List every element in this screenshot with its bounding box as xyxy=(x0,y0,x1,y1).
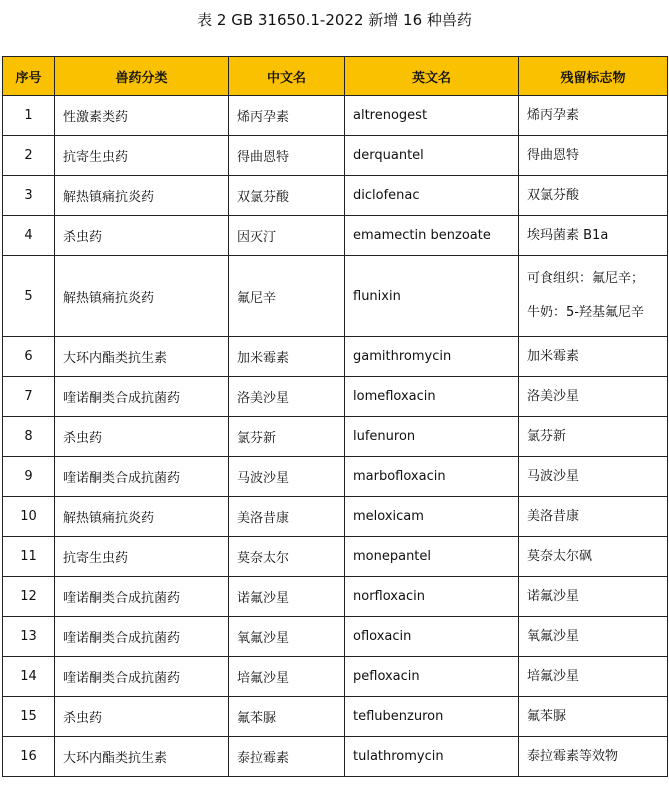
cell-no: 12 xyxy=(3,577,55,617)
cell-category: 解热镇痛抗炎药 xyxy=(55,497,229,537)
cell-chinese-name: 因灭汀 xyxy=(229,216,345,256)
cell-category: 解热镇痛抗炎药 xyxy=(55,176,229,216)
cell-category: 喹诺酮类合成抗菌药 xyxy=(55,657,229,697)
cell-chinese-name: 氯芬新 xyxy=(229,417,345,457)
table-row xyxy=(3,417,668,457)
cell-residue-marker xyxy=(519,337,668,377)
cell-no: 1 xyxy=(3,96,55,136)
cell-english-name: ofloxacin xyxy=(345,617,519,657)
residue-marker-line: 埃玛菌素 B1a xyxy=(527,227,609,243)
cell-no: 8 xyxy=(3,417,55,457)
cell-chinese-name: 诺氟沙星 xyxy=(229,577,345,617)
residue-marker-line: 培氟沙星 xyxy=(527,668,580,684)
header-english-name: 英文名 xyxy=(345,57,519,96)
cell-residue-marker xyxy=(519,697,668,737)
cell-category: 喹诺酮类合成抗菌药 xyxy=(55,617,229,657)
residue-marker-line: 双氯芬酸 xyxy=(527,187,580,203)
cell-no: 15 xyxy=(3,697,55,737)
cell-residue-marker xyxy=(519,96,668,136)
table-row xyxy=(3,216,668,256)
cell-chinese-name: 培氟沙星 xyxy=(229,657,345,697)
cell-chinese-name: 双氯芬酸 xyxy=(229,176,345,216)
cell-no: 16 xyxy=(3,737,55,777)
table-row xyxy=(3,577,668,617)
cell-category: 喹诺酮类合成抗菌药 xyxy=(55,457,229,497)
residue-marker-line: 诺氟沙星 xyxy=(527,588,580,604)
table-row xyxy=(3,617,668,657)
cell-category: 大环内酯类抗生素 xyxy=(55,737,229,777)
cell-chinese-name: 莫奈太尔 xyxy=(229,537,345,577)
cell-residue-marker xyxy=(519,377,668,417)
cell-no: 14 xyxy=(3,657,55,697)
cell-no: 7 xyxy=(3,377,55,417)
table-title: 表 2 GB 31650.1-2022 新增 16 种兽药 xyxy=(197,11,472,29)
cell-category: 性激素类药 xyxy=(55,96,229,136)
cell-category: 喹诺酮类合成抗菌药 xyxy=(55,577,229,617)
cell-chinese-name: 氟尼辛 xyxy=(229,256,345,337)
cell-english-name: diclofenac xyxy=(345,176,519,216)
cell-residue-marker xyxy=(519,216,668,256)
table-row xyxy=(3,96,668,136)
cell-english-name: emamectin benzoate xyxy=(345,216,519,256)
table-body xyxy=(3,96,668,777)
cell-chinese-name: 烯丙孕素 xyxy=(229,96,345,136)
cell-english-name: lufenuron xyxy=(345,417,519,457)
residue-marker-line: 莫奈太尔砜 xyxy=(527,548,593,564)
residue-marker-line: 氧氟沙星 xyxy=(527,628,580,644)
cell-english-name: flunixin xyxy=(345,256,519,337)
residue-marker-line: 牛奶：5-羟基氟尼辛 xyxy=(527,305,644,320)
cell-chinese-name: 洛美沙星 xyxy=(229,377,345,417)
table-row xyxy=(3,497,668,537)
cell-english-name: marbofloxacin xyxy=(345,457,519,497)
cell-english-name: pefloxacin xyxy=(345,657,519,697)
cell-chinese-name: 氧氟沙星 xyxy=(229,617,345,657)
cell-english-name: derquantel xyxy=(345,136,519,176)
residue-marker-line: 美洛昔康 xyxy=(527,508,580,524)
cell-chinese-name: 马波沙星 xyxy=(229,457,345,497)
cell-category: 抗寄生虫药 xyxy=(55,136,229,176)
header-category: 兽药分类 xyxy=(55,57,229,96)
cell-no: 5 xyxy=(3,256,55,337)
cell-no: 13 xyxy=(3,617,55,657)
cell-category: 喹诺酮类合成抗菌药 xyxy=(55,377,229,417)
table-row xyxy=(3,377,668,417)
cell-chinese-name: 氟苯脲 xyxy=(229,697,345,737)
table-row xyxy=(3,136,668,176)
cell-residue-marker xyxy=(519,537,668,577)
cell-no: 2 xyxy=(3,136,55,176)
cell-chinese-name: 得曲恩特 xyxy=(229,136,345,176)
cell-english-name: teflubenzuron xyxy=(345,697,519,737)
cell-english-name: monepantel xyxy=(345,537,519,577)
cell-residue-marker xyxy=(519,457,668,497)
cell-residue-marker xyxy=(519,136,668,176)
cell-english-name: lomefloxacin xyxy=(345,377,519,417)
cell-english-name: gamithromycin xyxy=(345,337,519,377)
cell-residue-marker xyxy=(519,737,668,777)
residue-marker-line: 氟苯脲 xyxy=(527,708,567,724)
residue-marker-line: 马波沙星 xyxy=(527,468,580,484)
cell-residue-marker xyxy=(519,657,668,697)
cell-residue-marker xyxy=(519,256,668,337)
cell-category: 抗寄生虫药 xyxy=(55,537,229,577)
header-residue-marker: 残留标志物 xyxy=(519,57,668,96)
cell-chinese-name: 美洛昔康 xyxy=(229,497,345,537)
residue-marker-line: 氯芬新 xyxy=(527,428,567,444)
cell-no: 4 xyxy=(3,216,55,256)
cell-english-name: norfloxacin xyxy=(345,577,519,617)
table-row xyxy=(3,737,668,777)
cell-no: 11 xyxy=(3,537,55,577)
cell-category: 杀虫药 xyxy=(55,417,229,457)
veterinary-drug-table xyxy=(2,56,668,777)
cell-category: 解热镇痛抗炎药 xyxy=(55,256,229,337)
residue-marker-line: 加米霉素 xyxy=(527,348,580,364)
cell-chinese-name: 加米霉素 xyxy=(229,337,345,377)
table-row xyxy=(3,697,668,737)
cell-english-name: tulathromycin xyxy=(345,737,519,777)
cell-category: 杀虫药 xyxy=(55,216,229,256)
table-row xyxy=(3,256,668,337)
residue-marker-line: 可食组织：氟尼辛； xyxy=(527,271,645,286)
table-row xyxy=(3,176,668,216)
cell-english-name: altrenogest xyxy=(345,96,519,136)
table-row xyxy=(3,657,668,697)
cell-no: 10 xyxy=(3,497,55,537)
residue-marker-line: 泰拉霉素等效物 xyxy=(527,748,619,764)
cell-residue-marker xyxy=(519,497,668,537)
cell-no: 6 xyxy=(3,337,55,377)
residue-marker-line: 洛美沙星 xyxy=(527,388,580,404)
cell-category: 大环内酯类抗生素 xyxy=(55,337,229,377)
cell-english-name: meloxicam xyxy=(345,497,519,537)
table-row xyxy=(3,457,668,497)
cell-category: 杀虫药 xyxy=(55,697,229,737)
table-row xyxy=(3,337,668,377)
cell-chinese-name: 泰拉霉素 xyxy=(229,737,345,777)
cell-residue-marker xyxy=(519,617,668,657)
residue-marker-line: 得曲恩特 xyxy=(527,147,580,163)
header-no: 序号 xyxy=(3,57,55,96)
cell-no: 3 xyxy=(3,176,55,216)
residue-marker-line: 烯丙孕素 xyxy=(527,107,580,123)
cell-residue-marker xyxy=(519,577,668,617)
table-row xyxy=(3,537,668,577)
header-chinese-name: 中文名 xyxy=(229,57,345,96)
cell-residue-marker xyxy=(519,176,668,216)
table-header-row xyxy=(3,57,668,96)
cell-no: 9 xyxy=(3,457,55,497)
cell-residue-marker xyxy=(519,417,668,457)
